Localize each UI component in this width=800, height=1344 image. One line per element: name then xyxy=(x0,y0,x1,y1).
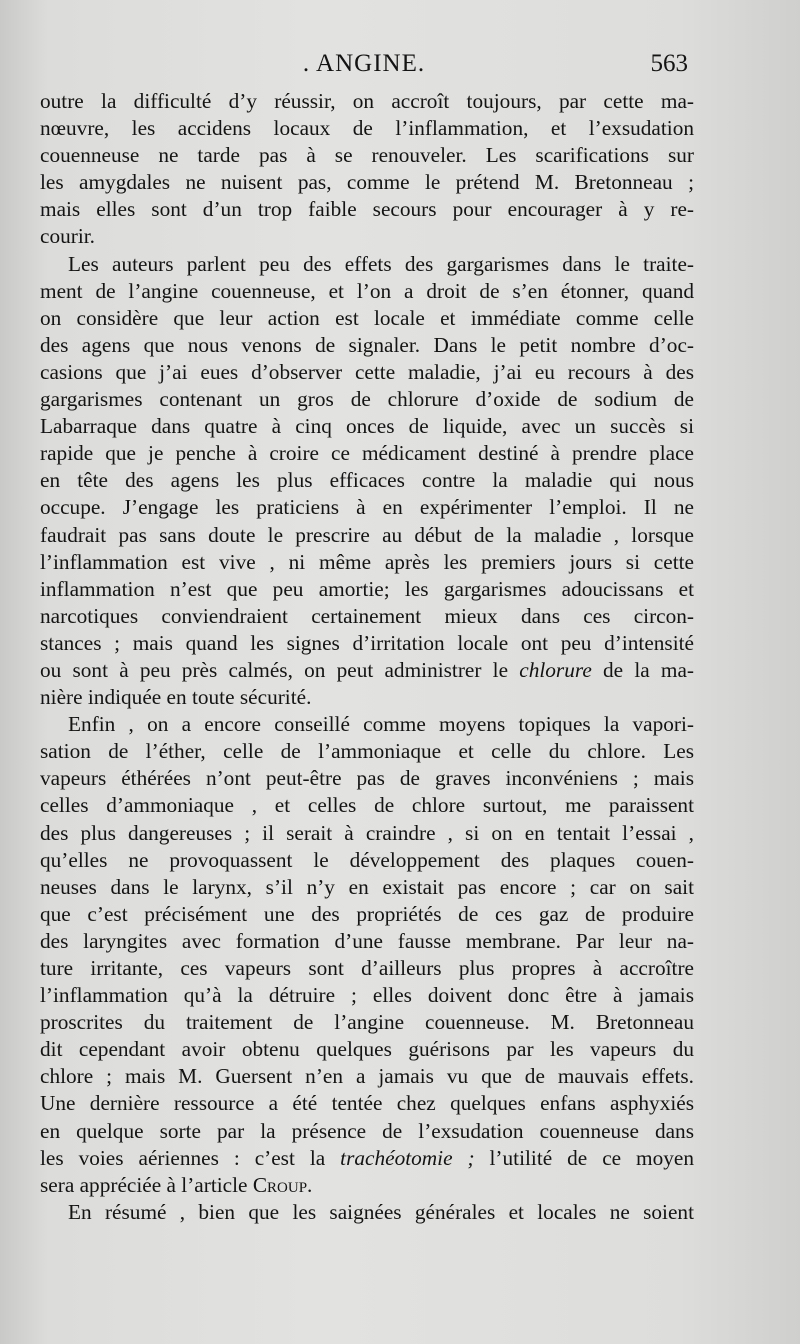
text-line: neuses dans le larynx, s’il n’y en existait pas encore ; car on sait xyxy=(40,874,694,899)
italic-word: trachéotomie ; xyxy=(340,1145,475,1170)
text-line: Les auteurs parlent peu des effets des gargarismes dans le traite- xyxy=(68,251,694,276)
italic-word: chlorure xyxy=(519,657,592,682)
text-line-mixed xyxy=(40,1145,694,1172)
text-line: en tête des agens les plus efficaces contre la maladie qui nous xyxy=(40,468,694,493)
small-caps-word: Croup. xyxy=(252,1172,313,1197)
text-line: faudrait pas sans doute le prescrire au début de la maladie , lorsque xyxy=(40,522,694,547)
text-segment: ou sont à peu près calmés, on peut administrer le xyxy=(40,657,509,682)
text-line: occupe. J’engage les praticiens à en expérimenter l’emploi. Il ne xyxy=(40,495,694,520)
text-line: chlore ; mais M. Guersent n’en a jamais vu que de mauvais effets. xyxy=(40,1064,694,1089)
text-line: inflammation n’est que peu amortie; les gargarismes adoucissans et xyxy=(40,576,694,601)
text-line: courir. xyxy=(40,224,95,249)
text-line: l’inflammation est vive , ni même après les premiers jours si cette xyxy=(40,549,694,574)
text-line: ment de l’angine couenneuse, et l’on a droit de s’en étonner, quand xyxy=(40,278,694,303)
body-text xyxy=(40,88,694,1226)
text-line: vapeurs éthérées n’ont peut-être pas de graves inconvéniens ; mais xyxy=(40,766,694,791)
text-line: sation de l’éther, celle de l’ammoniaque et celle du chlore. Les xyxy=(40,739,694,764)
text-line: en quelque sorte par la présence de l’exsudation couenneuse dans xyxy=(40,1118,694,1143)
text-segment: de la ma- xyxy=(603,657,694,682)
text-line: mais elles sont d’un trop faible secours pour encourager à y re- xyxy=(40,197,694,222)
text-line: rapide que je penche à croire ce médicament destiné à prendre place xyxy=(40,441,694,466)
text-line: narcotiques conviendraient certainement mieux dans ces circon- xyxy=(40,603,694,628)
paragraph-2 xyxy=(40,251,694,712)
text-line: dit cependant avoir obtenu quelques guérisons par les vapeurs du xyxy=(40,1037,694,1062)
text-line: nœuvre, les accidens locaux de l’inflammation, et l’exsudation xyxy=(40,116,694,141)
text-line: outre la difficulté d’y réussir, on accroît toujours, par cette ma- xyxy=(40,89,694,113)
text-line: Une dernière ressource a été tentée chez quelques enfans asphyxiés xyxy=(40,1091,694,1116)
text-line: couenneuse ne tarde pas à se renouveler. Les scarifications sur xyxy=(40,143,694,168)
text-line: celles d’ammoniaque , et celles de chlore surtout, me paraissent xyxy=(40,793,694,818)
text-line-mixed xyxy=(40,657,694,684)
text-line: les amygdales ne nuisent pas, comme le prétend M. Bretonneau ; xyxy=(40,170,694,195)
text-line: Enfin , on a encore conseillé comme moyens topiques la vapori- xyxy=(68,712,694,737)
text-segment: sera appréciée à l’article xyxy=(40,1172,248,1197)
text-line: que c’est précisément une des propriétés de ces gaz de produire xyxy=(40,901,694,926)
text-line: proscrites du traitement de l’angine couenneuse. M. Bretonneau xyxy=(40,1010,694,1035)
page-number: 563 xyxy=(650,50,688,77)
text-line: Labarraque dans quatre à cinq onces de liquide, avec un succès si xyxy=(40,414,694,439)
paragraph-3 xyxy=(40,711,694,1199)
text-line: stances ; mais quand les signes d’irritation locale ont peu d’intensité xyxy=(40,630,694,655)
running-title: . ANGINE. xyxy=(302,50,426,77)
text-line: l’inflammation qu’à la détruire ; elles doivent donc être à jamais xyxy=(40,983,694,1008)
text-segment: les voies aériennes : c’est la xyxy=(40,1145,326,1170)
text-line: ture irritante, ces vapeurs sont d’ailleurs plus propres à accroître xyxy=(40,956,694,980)
text-segment: l’utilité de ce moyen xyxy=(489,1145,694,1170)
text-line: des plus dangereuses ; il serait à craindre , si on en tentait l’essai , xyxy=(40,820,694,845)
text-line: casions que j’ai eues d’observer cette maladie, j’ai eu recours à des xyxy=(40,359,694,384)
text-line: gargarismes contenant un gros de chlorure d’oxide de sodium de xyxy=(40,387,694,412)
paragraph-1 xyxy=(40,88,694,251)
text-line: En résumé , bien que les saignées générales et locales ne soient xyxy=(68,1199,694,1224)
text-line-mixed xyxy=(40,1172,694,1199)
text-line: des laryngites avec formation d’une fausse membrane. Par leur na- xyxy=(40,928,694,953)
text-line: qu’elles ne provoquassent le développement des plaques couen- xyxy=(40,847,694,872)
text-line: on considère que leur action est locale et immédiate comme celle xyxy=(40,305,694,330)
paragraph-4 xyxy=(40,1199,694,1226)
page-header xyxy=(40,50,688,86)
text-line: nière indiquée en toute sécurité. xyxy=(40,685,312,710)
text-line: des agens que nous venons de signaler. Dans le petit nombre d’oc- xyxy=(40,332,694,357)
